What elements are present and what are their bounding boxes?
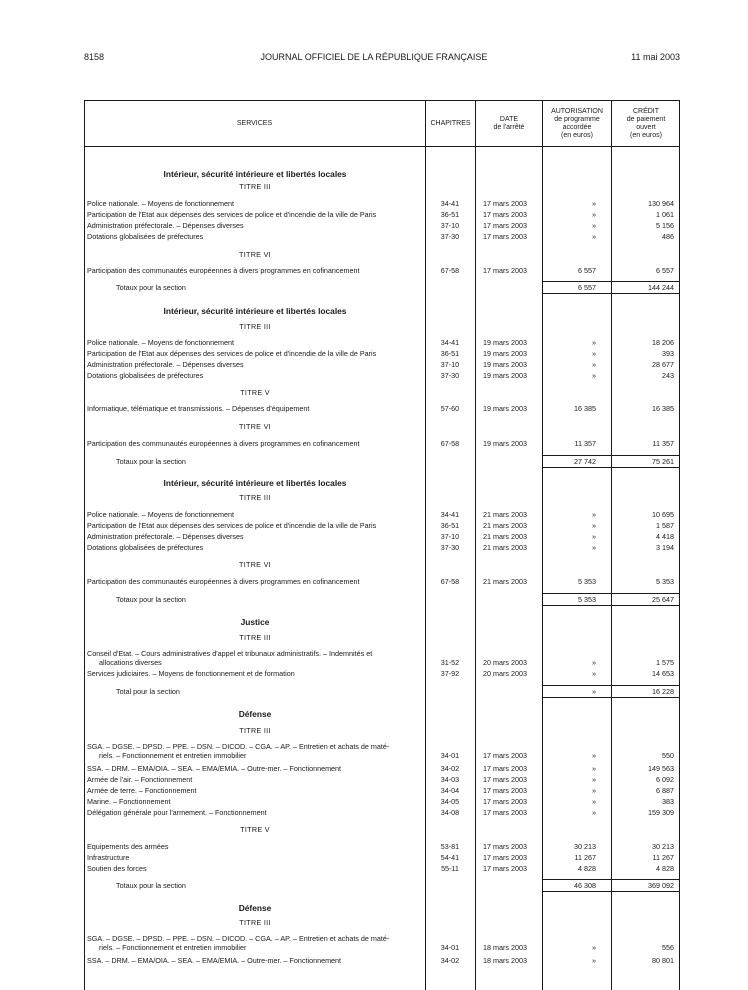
service-label — [87, 360, 423, 369]
service-label — [87, 510, 423, 519]
chapitre-cell: 34-01 — [440, 751, 460, 760]
service-label-line1: SGA. – DGSE. – DPSD. – PPE. – DSN. – DICOD. – CGA. – AP. – Entretien et achats de maté- — [87, 934, 390, 943]
credit-cell: 80 801 — [652, 956, 674, 965]
service-label — [87, 439, 423, 448]
autorisation-cell: 30 213 — [574, 842, 596, 851]
service-label — [87, 764, 423, 773]
chapitre-cell: 53-81 — [440, 842, 460, 851]
credit-cell: 556 — [662, 943, 674, 952]
credit-cell: 1 575 — [656, 658, 674, 667]
col-header-services: SERVICES — [236, 120, 273, 127]
date-cell: 20 mars 2003 — [483, 669, 527, 678]
chapitre-cell: 34-01 — [440, 943, 460, 952]
chapitre-cell: 36-51 — [440, 521, 460, 530]
autorisation-cell: » — [592, 221, 596, 230]
autorisation-cell: » — [592, 956, 596, 965]
service-label — [87, 338, 423, 347]
service-label-text: Equipements des armées — [87, 842, 169, 851]
service-label-text: Administration préfectorale. – Dépenses diverses — [87, 360, 244, 369]
titre-heading: TITRE VI — [239, 422, 271, 431]
col-header-credit — [612, 108, 680, 140]
chapitre-cell: 36-51 — [440, 349, 460, 358]
date-cell: 21 mars 2003 — [483, 577, 527, 586]
service-label — [87, 221, 423, 230]
autorisation-cell: » — [592, 371, 596, 380]
autorisation-cell: » — [592, 349, 596, 358]
autorisation-cell: » — [592, 360, 596, 369]
credit-cell: 159 309 — [648, 808, 674, 817]
credit-cell: 486 — [662, 232, 674, 241]
service-label-text: Informatique, télématique et transmissions. – Dépenses d'équipement — [87, 404, 310, 413]
autorisation-cell: 11 357 — [574, 439, 596, 448]
total-rule — [543, 605, 680, 606]
service-label-text: Marine. – Fonctionnement — [87, 797, 171, 806]
credit-cell: 11 357 — [652, 439, 674, 448]
chapitre-cell: 37-10 — [440, 221, 460, 230]
chapitre-cell: 31-52 — [440, 658, 460, 667]
credit-cell: 4 828 — [656, 864, 674, 873]
table-top-border — [84, 100, 680, 101]
date-cell: 20 mars 2003 — [483, 658, 527, 667]
service-label — [87, 742, 423, 760]
date-cell: 21 mars 2003 — [483, 532, 527, 541]
service-label — [87, 577, 423, 586]
total-autorisation: 6 557 — [578, 283, 596, 292]
service-label-text: Participation des communautés européennes à divers programmes en cofinancement — [87, 266, 360, 275]
service-label-text: SSA. – DRM. – EMA/OIA. – SEA. – EMA/EMIA. – Outre-mer. – Fonctionnement — [87, 956, 342, 965]
titre-heading: TITRE VI — [239, 560, 271, 569]
total-label: Totaux pour la section — [116, 881, 186, 890]
autorisation-cell: » — [592, 943, 596, 952]
credit-cell: 4 418 — [656, 532, 674, 541]
service-label-text: Police nationale. – Moyens de fonctionnement — [87, 199, 235, 208]
credit-cell: 5 353 — [656, 577, 674, 586]
service-label-text: Participation de l'Etat aux dépenses des services de police et d'incendie de la ville de Paris — [87, 521, 377, 530]
total-rule — [543, 593, 680, 594]
autorisation-cell: » — [592, 510, 596, 519]
date-cell: 17 mars 2003 — [483, 199, 527, 208]
total-rule — [543, 293, 680, 294]
date-cell: 19 mars 2003 — [483, 338, 527, 347]
autorisation-cell: 16 385 — [574, 404, 596, 413]
date-cell: 17 mars 2003 — [483, 853, 527, 862]
date-cell: 19 mars 2003 — [483, 360, 527, 369]
service-label-text: Armée de terre. – Fonctionnement — [87, 786, 197, 795]
date-cell: 17 mars 2003 — [483, 864, 527, 873]
chapitre-cell: 34-03 — [440, 775, 460, 784]
date-cell: 17 mars 2003 — [483, 266, 527, 275]
chapitre-cell: 37-10 — [440, 532, 460, 541]
credit-cell: 1 061 — [656, 210, 674, 219]
section-heading: Intérieur, sécurité intérieure et libertés locales — [163, 478, 347, 488]
total-label: Total pour la section — [116, 687, 180, 696]
service-label — [87, 649, 423, 667]
date-cell: 19 mars 2003 — [483, 439, 527, 448]
chapitre-cell: 67-58 — [440, 266, 460, 275]
credit-cell: 6 092 — [656, 775, 674, 784]
chapitre-cell: 34-41 — [440, 199, 460, 208]
service-label — [87, 404, 423, 413]
titre-heading: TITRE V — [240, 825, 270, 834]
service-label — [87, 864, 423, 873]
chapitre-cell: 34-41 — [440, 510, 460, 519]
date-cell: 17 mars 2003 — [483, 775, 527, 784]
credit-cell: 6 887 — [656, 786, 674, 795]
chapitre-cell: 55-11 — [441, 864, 459, 873]
service-label-text: Services judiciaires. – Moyens de fonctionnement et de formation — [87, 669, 295, 678]
credit-cell: 130 964 — [648, 199, 674, 208]
date-cell: 17 mars 2003 — [483, 232, 527, 241]
titre-heading: TITRE III — [239, 726, 271, 735]
autorisation-cell: » — [592, 521, 596, 530]
service-label — [87, 532, 423, 541]
service-label-text: Participation de l'Etat aux dépenses des services de police et d'incendie de la ville de Paris — [87, 349, 377, 358]
chapitre-cell: 34-05 — [440, 797, 460, 806]
col-header-credit-line1: CRÉDIT — [632, 108, 660, 115]
service-label-text: Police nationale. – Moyens de fonctionnement — [87, 338, 235, 347]
col-header-auth-line2: de programme — [554, 116, 600, 123]
total-autorisation: 46 308 — [574, 881, 596, 890]
service-label-text: Participation de l'Etat aux dépenses des services de police et d'incendie de la ville de Paris — [87, 210, 377, 219]
credit-cell: 6 557 — [656, 266, 674, 275]
chapitre-cell: 37-30 — [440, 371, 460, 380]
col-header-date-line2: de l'arrêté — [493, 124, 525, 131]
credit-cell: 393 — [662, 349, 674, 358]
journal-title: JOURNAL OFFICIEL DE LA RÉPUBLIQUE FRANÇAISE — [260, 52, 488, 62]
chapitre-cell: 36-51 — [440, 210, 460, 219]
table-left-border — [84, 100, 85, 990]
service-label-text: Administration préfectorale. – Dépenses diverses — [87, 532, 244, 541]
credit-cell: 149 563 — [648, 764, 674, 773]
total-credit: 16 228 — [652, 687, 674, 696]
chapitre-cell: 37-30 — [440, 232, 460, 241]
chapitre-cell: 37-92 — [440, 669, 460, 678]
date-cell: 17 mars 2003 — [483, 221, 527, 230]
credit-cell: 3 194 — [656, 543, 674, 552]
credit-cell: 28 677 — [652, 360, 674, 369]
autorisation-cell: » — [592, 532, 596, 541]
total-label: Totaux pour la section — [116, 457, 186, 466]
chapitre-cell: 34-02 — [440, 956, 460, 965]
table-header-bottom-border — [84, 146, 680, 147]
titre-heading: TITRE V — [240, 388, 270, 397]
service-label — [87, 934, 423, 952]
titre-heading: TITRE III — [239, 182, 271, 191]
titre-heading: TITRE III — [239, 633, 271, 642]
credit-cell: 383 — [662, 797, 674, 806]
autorisation-cell: » — [592, 786, 596, 795]
service-label — [87, 956, 423, 965]
credit-cell: 11 267 — [652, 853, 674, 862]
service-label-line2: riels. – Fonctionnement et entretien immobilier — [99, 943, 247, 952]
col-header-credit-line2: de paiement — [626, 116, 666, 123]
table-right-border — [679, 100, 680, 990]
col-header-auth-line1: AUTORISATION — [551, 108, 603, 115]
autorisation-cell: » — [592, 232, 596, 241]
col-header-auth-line4: (en euros) — [561, 132, 593, 139]
chapitre-cell: 37-30 — [440, 543, 460, 552]
col-header-credit-line4: (en euros) — [630, 132, 662, 139]
chapitre-cell: 57-60 — [440, 404, 460, 413]
titre-heading: TITRE III — [239, 918, 271, 927]
service-label-text: Délégation générale pour l'armement. – Fonctionnement — [87, 808, 267, 817]
service-label — [87, 775, 423, 784]
service-label-line2: allocations diverses — [99, 658, 162, 667]
date-cell: 19 mars 2003 — [483, 371, 527, 380]
service-label-text: SSA. – DRM. – EMA/OIA. – SEA. – EMA/EMIA. – Outre-mer. – Fonctionnement — [87, 764, 342, 773]
autorisation-cell: » — [592, 210, 596, 219]
autorisation-cell: 5 353 — [578, 577, 596, 586]
total-rule — [543, 891, 680, 892]
total-rule — [543, 281, 680, 282]
credit-cell: 550 — [662, 751, 674, 760]
service-label — [87, 842, 423, 851]
autorisation-cell: » — [592, 797, 596, 806]
col-header-chapitres: CHAPITRES — [430, 120, 471, 127]
credit-cell: 243 — [662, 371, 674, 380]
service-label-text: Participation des communautés européennes à divers programmes en cofinancement — [87, 439, 360, 448]
date-cell: 19 mars 2003 — [483, 404, 527, 413]
date-cell: 21 mars 2003 — [483, 543, 527, 552]
total-label: Totaux pour la section — [116, 283, 186, 292]
service-label — [87, 808, 423, 817]
total-credit: 75 261 — [652, 457, 674, 466]
service-label — [87, 371, 423, 380]
issue-date: 11 mai 2003 — [631, 52, 680, 62]
autorisation-cell: 11 267 — [574, 853, 596, 862]
col-header-auth-line3: accordée — [562, 124, 592, 131]
credit-cell: 30 213 — [652, 842, 674, 851]
service-label — [87, 786, 423, 795]
credit-cell: 10 695 — [652, 510, 674, 519]
credit-cell: 14 653 — [652, 669, 674, 678]
date-cell: 18 mars 2003 — [483, 956, 527, 965]
autorisation-cell: » — [592, 751, 596, 760]
service-label-text: Infrastructure — [87, 853, 130, 862]
total-autorisation: 27 742 — [574, 457, 596, 466]
service-label-line1: Conseil d'Etat. – Cours administratives d'appel et tribunaux administratifs. – Indemnités et — [87, 649, 373, 658]
autorisation-cell: » — [592, 808, 596, 817]
credits-table — [84, 100, 680, 990]
section-heading: Justice — [240, 617, 270, 627]
total-autorisation: » — [592, 687, 596, 696]
service-label — [87, 349, 423, 358]
chapitre-cell: 67-58 — [440, 439, 460, 448]
service-label-text: Administration préfectorale. – Dépenses diverses — [87, 221, 244, 230]
service-label-text: Armée de l'air. – Fonctionnement — [87, 775, 193, 784]
autorisation-cell: » — [592, 199, 596, 208]
service-label — [87, 210, 423, 219]
service-label — [87, 199, 423, 208]
service-label — [87, 266, 423, 275]
total-rule — [543, 685, 680, 686]
service-label-text: Dotations globalisées de préfectures — [87, 232, 204, 241]
service-label — [87, 853, 423, 862]
date-cell: 17 mars 2003 — [483, 210, 527, 219]
titre-heading: TITRE III — [239, 322, 271, 331]
col-header-date — [476, 116, 542, 132]
date-cell: 17 mars 2003 — [483, 786, 527, 795]
total-credit: 25 647 — [652, 595, 674, 604]
autorisation-cell: » — [592, 775, 596, 784]
date-cell: 17 mars 2003 — [483, 797, 527, 806]
service-label-line1: SGA. – DGSE. – DPSD. – PPE. – DSN. – DICOD. – CGA. – AP. – Entretien et achats de maté- — [87, 742, 390, 751]
total-rule — [543, 467, 680, 468]
credit-cell: 1 587 — [656, 521, 674, 530]
service-label-text: Participation des communautés européennes à divers programmes en cofinancement — [87, 577, 360, 586]
service-label-line2: riels. – Fonctionnement et entretien immobilier — [99, 751, 247, 760]
date-cell: 17 mars 2003 — [483, 808, 527, 817]
service-label — [87, 232, 423, 241]
section-heading: Défense — [238, 903, 272, 913]
credit-cell: 5 156 — [656, 221, 674, 230]
autorisation-cell: 6 557 — [578, 266, 596, 275]
chapitre-cell: 37-10 — [440, 360, 460, 369]
section-heading: Intérieur, sécurité intérieure et libertés locales — [163, 306, 347, 316]
total-rule — [543, 697, 680, 698]
credit-cell: 16 385 — [652, 404, 674, 413]
date-cell: 17 mars 2003 — [483, 764, 527, 773]
autorisation-cell: » — [592, 658, 596, 667]
service-label — [87, 797, 423, 806]
autorisation-cell: » — [592, 543, 596, 552]
service-label-text: Police nationale. – Moyens de fonctionnement — [87, 510, 235, 519]
total-autorisation: 5 353 — [578, 595, 596, 604]
service-label-text: Dotations globalisées de préfectures — [87, 543, 204, 552]
col-divider-services — [425, 100, 426, 990]
date-cell: 21 mars 2003 — [483, 510, 527, 519]
titre-heading: TITRE III — [239, 493, 271, 502]
credit-cell: 18 206 — [652, 338, 674, 347]
service-label — [87, 543, 423, 552]
total-label: Totaux pour la section — [116, 595, 186, 604]
chapitre-cell: 34-04 — [440, 786, 460, 795]
autorisation-cell: » — [592, 338, 596, 347]
date-cell: 19 mars 2003 — [483, 349, 527, 358]
chapitre-cell: 34-41 — [440, 338, 460, 347]
total-rule — [543, 455, 680, 456]
date-cell: 21 mars 2003 — [483, 521, 527, 530]
total-rule — [543, 879, 680, 880]
date-cell: 17 mars 2003 — [483, 842, 527, 851]
col-header-autorisation — [543, 108, 611, 140]
section-heading: Défense — [238, 709, 272, 719]
col-header-credit-line3: ouvert — [636, 124, 656, 131]
service-label-text: Soutien des forces — [87, 864, 147, 873]
col-header-date-line1: DATE — [499, 116, 519, 123]
service-label-text: Dotations globalisées de préfectures — [87, 371, 204, 380]
chapitre-cell: 34-02 — [440, 764, 460, 773]
date-cell: 18 mars 2003 — [483, 943, 527, 952]
autorisation-cell: » — [592, 669, 596, 678]
autorisation-cell: 4 828 — [578, 864, 596, 873]
autorisation-cell: » — [592, 764, 596, 773]
service-label — [87, 521, 423, 530]
total-credit: 369 092 — [648, 881, 674, 890]
chapitre-cell: 54-41 — [440, 853, 460, 862]
page-number: 8158 — [84, 52, 105, 62]
total-credit: 144 244 — [648, 283, 674, 292]
date-cell: 17 mars 2003 — [483, 751, 527, 760]
chapitre-cell: 67-58 — [440, 577, 460, 586]
service-label — [87, 669, 423, 678]
titre-heading: TITRE VI — [239, 250, 271, 259]
chapitre-cell: 34-08 — [440, 808, 460, 817]
section-heading: Intérieur, sécurité intérieure et libertés locales — [163, 169, 347, 179]
